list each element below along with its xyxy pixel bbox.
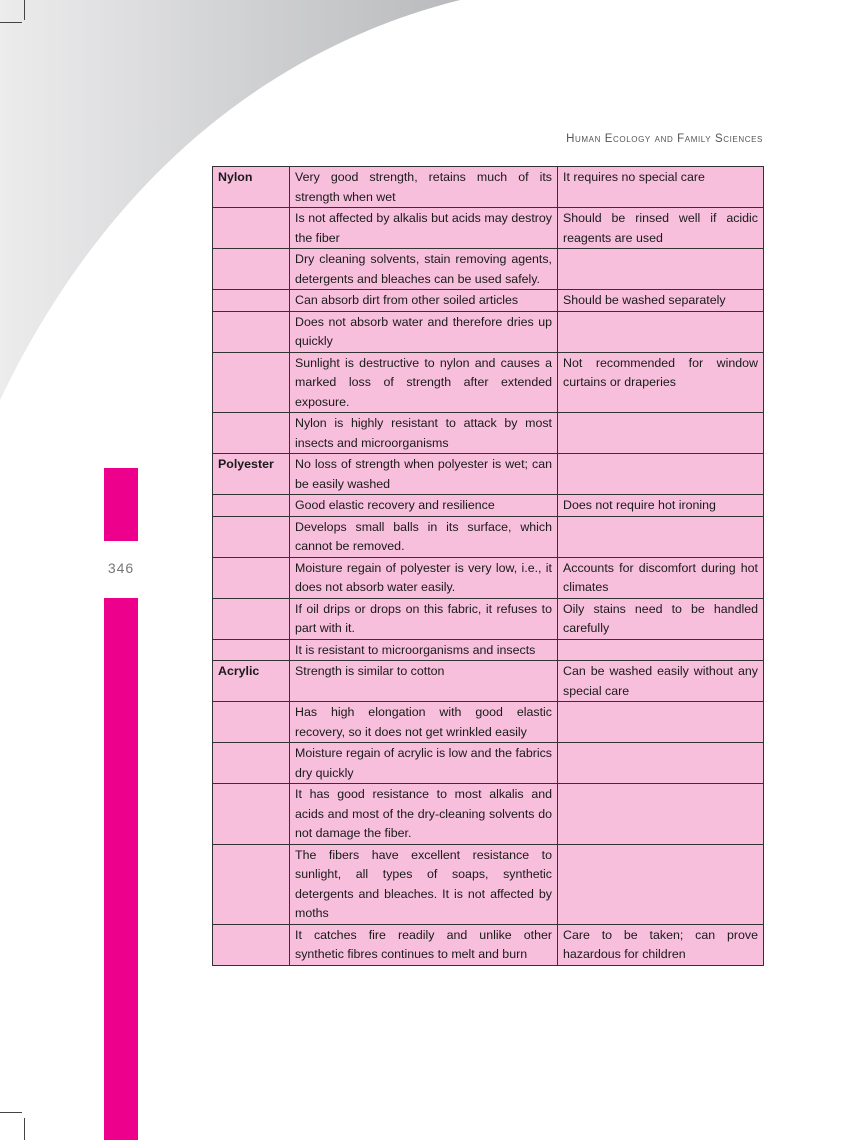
care-cell	[558, 743, 764, 784]
table-row	[213, 557, 764, 598]
care-cell	[558, 784, 764, 845]
table-row	[213, 639, 764, 661]
fibre-name-cell: Nylon	[213, 167, 290, 208]
table-row	[213, 702, 764, 743]
care-cell: Does not require hot ironing	[558, 495, 764, 517]
fibre-name-cell	[213, 784, 290, 845]
care-cell: Oily stains need to be handled carefully	[558, 598, 764, 639]
property-cell: Good elastic recovery and resilience	[290, 495, 558, 517]
fibre-name-cell	[213, 249, 290, 290]
care-cell: Accounts for discomfort during hot climates	[558, 557, 764, 598]
table-row	[213, 311, 764, 352]
crop-mark	[0, 1112, 22, 1113]
property-cell: Has high elongation with good elastic recovery, so it does not get wrinkled easily	[290, 702, 558, 743]
table-row	[213, 290, 764, 312]
fibre-name-cell: Acrylic	[213, 661, 290, 702]
property-cell: Sunlight is destructive to nylon and causes a marked loss of strength after extended exposure.	[290, 352, 558, 413]
property-cell: Dry cleaning solvents, stain removing agents, detergents and bleaches can be used safely.	[290, 249, 558, 290]
fibre-name-cell	[213, 208, 290, 249]
page-number: 346	[107, 560, 135, 576]
property-cell: Moisture regain of acrylic is low and the fabrics dry quickly	[290, 743, 558, 784]
fibre-name-cell	[213, 743, 290, 784]
table-row	[213, 208, 764, 249]
running-head: Human Ecology and Family Sciences	[566, 133, 763, 145]
table-row	[213, 598, 764, 639]
table-row	[213, 495, 764, 517]
crop-mark	[24, 1118, 25, 1140]
table-row	[213, 249, 764, 290]
fibre-name-cell	[213, 598, 290, 639]
fibre-name-cell	[213, 311, 290, 352]
care-cell	[558, 249, 764, 290]
fibre-name-cell	[213, 557, 290, 598]
property-cell: Develops small balls in its surface, which cannot be removed.	[290, 516, 558, 557]
property-cell: Nylon is highly resistant to attack by most insects and microorganisms	[290, 413, 558, 454]
care-cell	[558, 639, 764, 661]
property-cell: Is not affected by alkalis but acids may destroy the fiber	[290, 208, 558, 249]
table-body	[213, 167, 764, 966]
property-cell: It has good resistance to most alkalis and acids and most of the dry-cleaning solvents do not damage the fiber.	[290, 784, 558, 845]
table-row	[213, 352, 764, 413]
property-cell: No loss of strength when polyester is wet; can be easily washed	[290, 454, 558, 495]
property-cell: Does not absorb water and therefore dries up quickly	[290, 311, 558, 352]
care-cell: Can be washed easily without any special care	[558, 661, 764, 702]
table-row	[213, 844, 764, 924]
fibre-name-cell	[213, 844, 290, 924]
property-cell: Can absorb dirt from other soiled articles	[290, 290, 558, 312]
care-cell: Care to be taken; can prove hazardous for children	[558, 924, 764, 965]
care-cell	[558, 454, 764, 495]
crop-mark	[24, 0, 25, 20]
table-row	[213, 413, 764, 454]
accent-bar-bottom	[104, 598, 138, 1140]
fibre-name-cell	[213, 290, 290, 312]
fibre-name-cell	[213, 924, 290, 965]
care-cell	[558, 702, 764, 743]
table-row	[213, 924, 764, 965]
care-cell	[558, 844, 764, 924]
fibre-name-cell: Polyester	[213, 454, 290, 495]
fibre-properties-table	[212, 166, 764, 966]
property-cell: The fibers have excellent resistance to sunlight, all types of soaps, synthetic detergents and bleaches. It is not affected by moths	[290, 844, 558, 924]
care-cell: Should be rinsed well if acidic reagents are used	[558, 208, 764, 249]
care-cell	[558, 516, 764, 557]
table-row	[213, 661, 764, 702]
property-cell: It is resistant to microorganisms and insects	[290, 639, 558, 661]
table-row	[213, 784, 764, 845]
table-row	[213, 516, 764, 557]
crop-mark	[0, 22, 22, 23]
fibre-name-cell	[213, 702, 290, 743]
care-cell: Should be washed separately	[558, 290, 764, 312]
care-cell: Not recommended for window curtains or draperies	[558, 352, 764, 413]
fibre-name-cell	[213, 516, 290, 557]
fibre-name-cell	[213, 495, 290, 517]
table-row	[213, 167, 764, 208]
property-cell: It catches fire readily and unlike other synthetic fibres continues to melt and burn	[290, 924, 558, 965]
care-cell: It requires no special care	[558, 167, 764, 208]
fibre-name-cell	[213, 352, 290, 413]
fibre-name-cell	[213, 413, 290, 454]
table-row	[213, 454, 764, 495]
care-cell	[558, 311, 764, 352]
property-cell: Strength is similar to cotton	[290, 661, 558, 702]
table-row	[213, 743, 764, 784]
property-cell: Moisture regain of polyester is very low, i.e., it does not absorb water easily.	[290, 557, 558, 598]
care-cell	[558, 413, 764, 454]
accent-bar-top	[104, 468, 138, 541]
fibre-name-cell	[213, 639, 290, 661]
property-cell: Very good strength, retains much of its strength when wet	[290, 167, 558, 208]
property-cell: If oil drips or drops on this fabric, it refuses to part with it.	[290, 598, 558, 639]
